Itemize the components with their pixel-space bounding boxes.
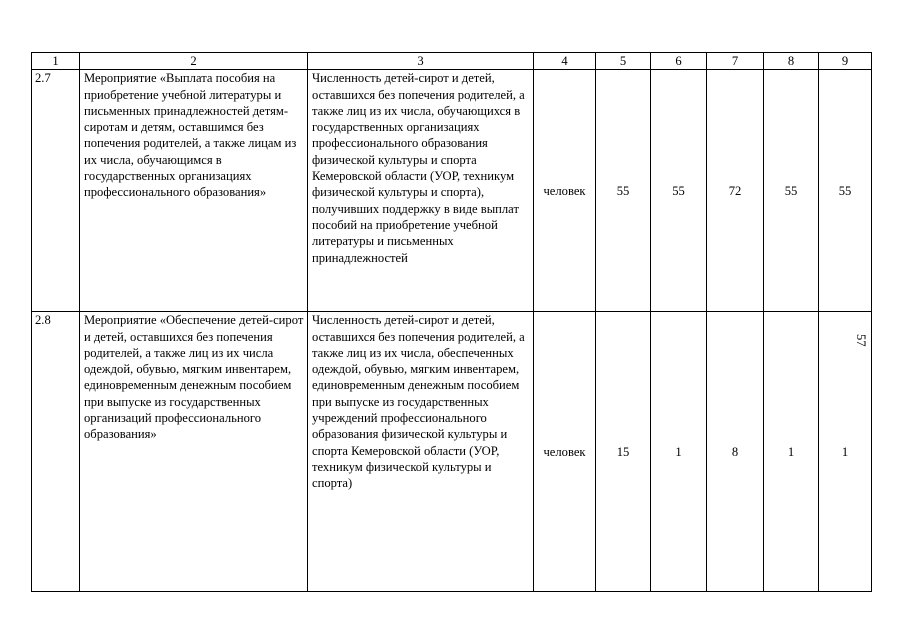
column-number: 9 [819,53,872,70]
table-row [32,312,872,592]
value-col-6: 55 [651,70,707,312]
row-index: 2.8 [32,312,80,592]
value-col-8: 55 [764,70,819,312]
row-index: 2.7 [32,70,80,312]
indicator-description: Численность детей-сирот и детей, оставшихся без попечения родителей, а также лиц из их числа, обеспеченных одеждой, обувью, мягким инвентарем, единовременным денежным пособием при выпуске из государственных учреждений профессионального образования физической культуры и спорта Кемеровской области (УОР, техникум физической культуры и спорта) [308,312,534,592]
value-col-9: 55 [819,70,872,312]
value-col-7: 72 [707,70,764,312]
column-number: 1 [32,53,80,70]
value-col-9: 1 [819,312,872,592]
activity-description: Мероприятие «Обеспечение детей-сирот и детей, оставшихся без попечения родителей, а также лиц из их числа одеждой, обувью, мягким инвентарем, единовременным денежным пособием при выпуске из государственных организаций профессионального образования» [80,312,308,592]
unit-cell: человек [534,70,596,312]
column-number: 2 [80,53,308,70]
activity-description: Мероприятие «Выплата пособия на приобретение учебной литературы и письменных принадлежностей детям-сиротам и детям, оставшимся без попечения родителей, а также лицам из их числа, обучающимся в государственных организациях профессионального образования» [80,70,308,312]
indicators-table [31,52,872,592]
value-col-5: 15 [596,312,651,592]
value-col-5: 55 [596,70,651,312]
column-number: 3 [308,53,534,70]
page-number: 57 [854,334,868,347]
column-number: 8 [764,53,819,70]
column-number: 5 [596,53,651,70]
column-number-row [32,53,872,70]
table-row [32,70,872,312]
indicator-description: Численность детей-сирот и детей, оставшихся без попечения родителей, а также лиц из их числа, обучающихся в государственных организациях профессионального образования физической культуры и спорта Кемеровской области (УОР, техникум физической культуры и спорта), получивших поддержку в виде выплат пособий на приобретение учебной литературы и письменных принадлежностей [308,70,534,312]
value-col-8: 1 [764,312,819,592]
value-col-7: 8 [707,312,764,592]
column-number: 7 [707,53,764,70]
column-number: 6 [651,53,707,70]
value-col-6: 1 [651,312,707,592]
unit-cell: человек [534,312,596,592]
column-number: 4 [534,53,596,70]
